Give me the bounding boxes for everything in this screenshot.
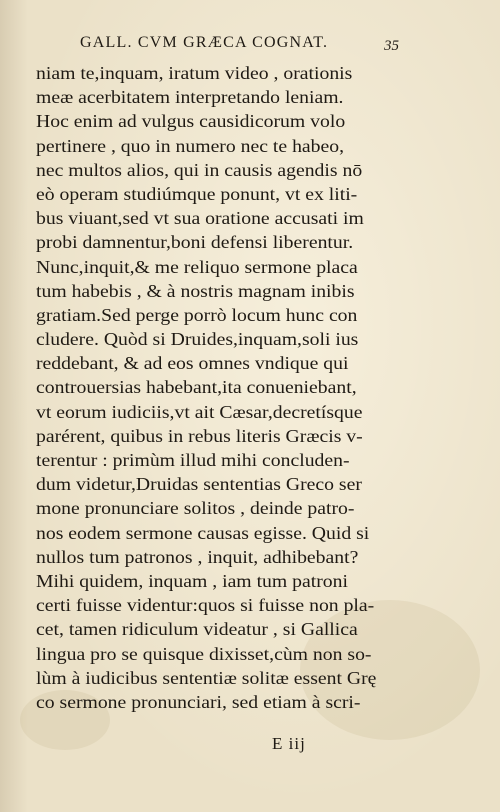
text-line: lingua pro se quisque dixisset,cùm non so- [36,643,372,664]
text-line: pertinere , quo in numero nec te habeo, [36,135,345,156]
text-line: cludere. Quòd si Druides,inquam,soli ius [36,329,359,350]
text-line: nullos tum patronos , inquit, adhibebant? [36,546,359,567]
text-line: Mihi quidem, inquam , iam tum patroni [36,570,348,591]
text-line: bus viuant,sed vt sua oratione accusati im [36,208,364,229]
text-line: Hoc enim ad vulgus causidicorum volo [36,111,346,132]
signature-mark: E iij [272,734,306,753]
text-line: probi damnentur,boni defensi liberentur. [36,232,354,253]
text-line: co sermone pronunciari, sed etiam à scri- [36,691,361,712]
text-line: certi fuisse videntur:quos si fuisse non pla- [36,595,375,616]
text-line: parérent, quibus in rebus literis Græcis v- [36,425,363,446]
text-line: cet, tamen ridiculum videatur , si Gallica [36,619,358,640]
text-line: reddebant, & ad eos omnes vndique qui [36,353,349,374]
text-line: terentur : primùm illud mihi concluden- [36,450,350,470]
page-number: 35 [384,38,399,54]
text-line: mone pronunciare solitos , deinde patro- [36,498,355,519]
text-line: eò operam studiúmque ponunt, vt ex liti- [36,183,358,204]
text-line: nos eodem sermone causas egisse. Quid si [36,522,370,543]
text-line: Nunc,inquit,& me reliquo sermone placa [36,256,358,277]
text-line: nec multos alios, qui in causis agendis nō [36,159,363,180]
text-line: tum habebis , & à nostris magnam inibis [36,280,355,301]
text-line: gratiam.Sed perge porrò locum hunc con [36,304,358,325]
text-line: lùm à iudicibus sententiæ solitæ essent Grę [36,667,377,688]
text-line: meæ acerbitatem interpretando leniam. [36,87,344,108]
body-text [36,61,402,714]
text-line: vt eorum iudiciis,vt ait Cæsar,decretísque [36,401,363,422]
text-line: niam te,inquam, iratum video , orationis [36,63,353,83]
text-line: controuersias habebant,ita conueniebant, [36,377,357,398]
text-line: dum videtur,Druidas sententias Greco ser [36,474,362,495]
running-head: GALL. CVM GRÆCA COGNAT. [80,34,329,51]
